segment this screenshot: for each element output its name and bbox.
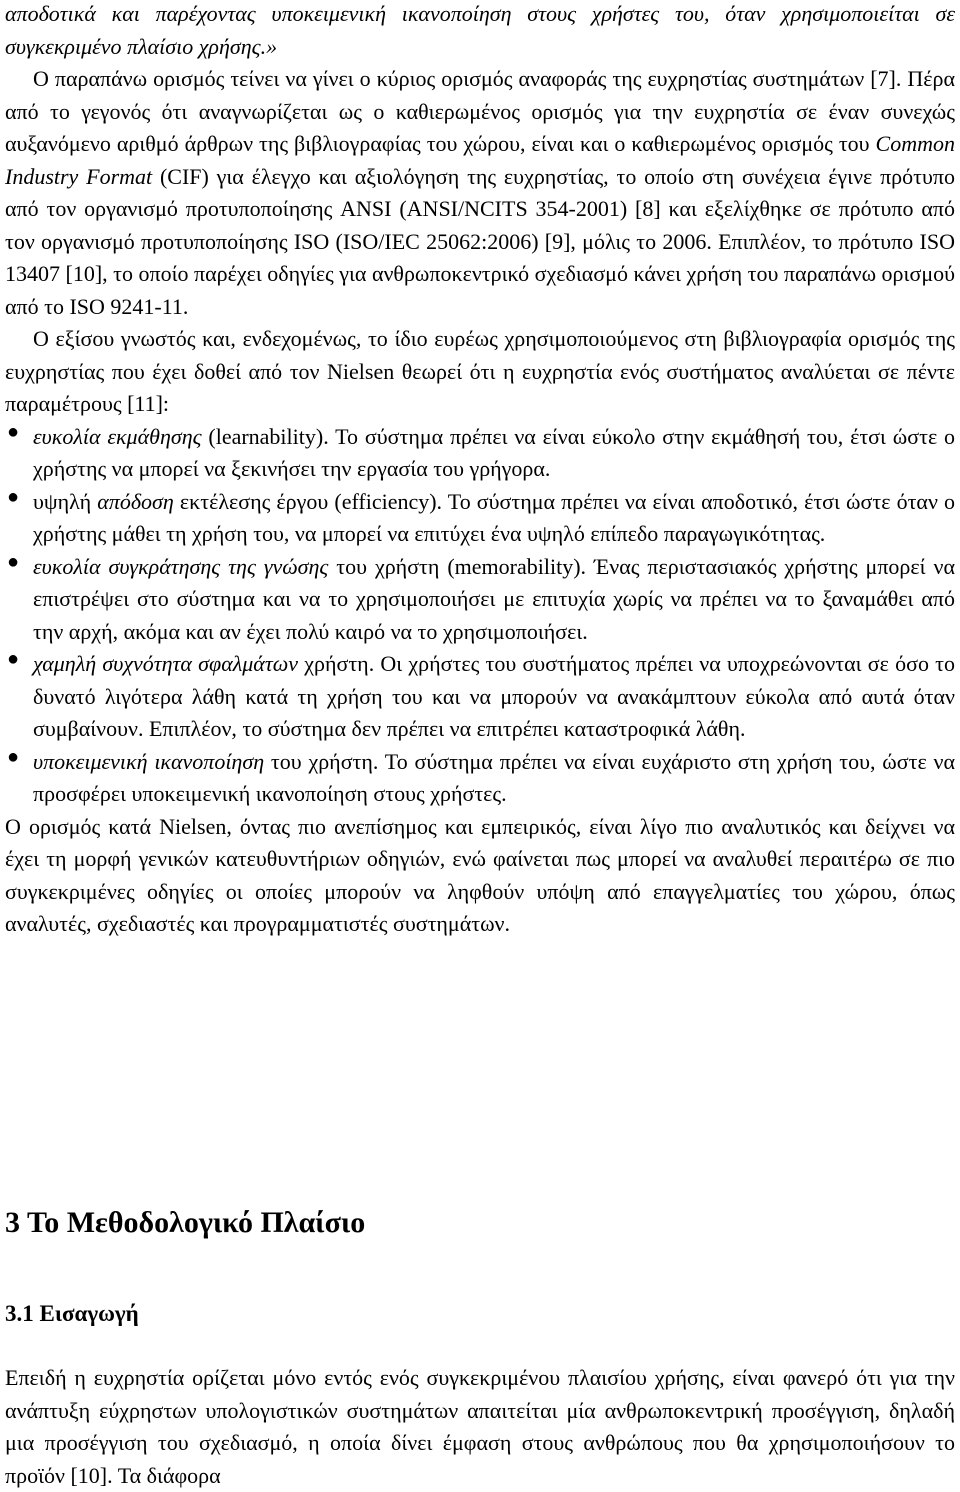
list-item-term: υποκειμενική ικανοποίηση [33,748,265,774]
section-heading: 3 Το Μεθοδολογικό Πλαίσιο [5,1206,366,1239]
bullet-icon: ● [7,745,20,768]
nielsen-parameters-list [5,421,955,811]
list-item [5,648,955,746]
paragraph-introduction: Επειδή η ευχρηστία ορίζεται μόνο εντός ενός συγκεκριμένου πλαισίου χρήσης, είναι φανερό ότι για την ανάπτυξη εύχρηστων υπολογιστικών συστημάτων απαιτείται μία ανθρωποκεντρική προσέγγιση, δηλαδή μια προσέγγιση του σχεδιασμό, η οποία δίνει έμφαση στους ανθρώπους που θα χρησιμοποιήσουν το προϊόν [10]. Τα διάφορα [5,1365,955,1488]
list-item [5,551,955,649]
list-item-pre: υψηλή [33,488,98,514]
para1-text-b: (CIF) για έλεγχο και αξιολόγηση της ευχρηστίας, το οποίο στη συνέχεια έγινε πρότυπο από τον οργανισμό προτυποποίησης ANSI (ANSI/NCITS 354-2001) [8] και εξελίχθηκε σε πρότυπο από τον οργανισμό προτυποποίησης ISO (ISO/IEC 25062:2006) [9], μόλις το 2006. Επιπλέον, το πρότυπο ISO 13407 [10], το οποίο παρέχει οδηγίες για ανθρωποκεντρικό σχεδιασμό κάνει χρήση του παραπάνω ορισμού από το ISO 9241-11. [5,163,955,319]
list-item [5,746,955,811]
list-item-text: (learnability). Το σύστημα πρέπει να είναι εύκολο στην εκμάθησή του, έτσι ώστε ο χρήστης να μπορεί να ξεκινήσει την εργασία του γρήγορα. [33,423,955,481]
list-item [5,486,955,551]
para1-text-a: Ο παραπάνω ορισμός τείνει να γίνει ο κύριος ορισμός αναφοράς της ευχρηστίας συστημάτων [7]. Πέρα από το γεγονός ότι αναγνωρίζεται ως ο καθιερωμένος ορισμός για την ευχρηστία σε έναν συνεχώς αυξανόμενο αριθμό άρθρων της βιβλιογραφίας του χώρου, είναι και ο καθιερωμένος ορισμός του [5,66,955,156]
body-text-intro [5,1362,955,1492]
list-item-text: του χρήστη (memorability). Ένας περιστασιακός χρήστης μπορεί να επιστρέψει στο σύστημα και να το χρησιμοποιήσει με επιτυχία χωρίς να πρέπει να το ξαναμάθει από την αρχή, ακόμα και αν έχει πολύ καιρό να το χρησιμοποιήσει. [33,553,955,644]
paragraph-nielsen-intro: Ο εξίσου γνωστός και, ενδεχομένως, το ίδιο ευρέως χρησιμοποιούμενος στη βιβλιογραφία ορισμός της ευχρηστίας που έχει δοθεί από τον Nielsen θεωρεί ότι η ευχρηστία ενός συστήματος αναλύεται σε πέντε παραμέτρους [11]: [5,326,955,416]
paragraph-nielsen-analysis: Ο ορισμός κατά Nielsen, όντας πιο ανεπίσημος και εμπειρικός, είναι λίγο πιο αναλυτικός και δείχνει να έχει τη μορφή γενικών κατευθυντήριων οδηγιών, ενώ φαίνεται πως μπορεί να αναλυθεί περαιτέρω σε πιο συγκεκριμένες οδηγίες οι οποίες μπορούν να ληφθούν υπόψη από επαγγελματίες του χώρου, όπως αναλυτές, σχεδιαστές και προγραμματιστές συστημάτων. [5,813,955,936]
list-item-term: ευκολία συγκράτησης της γνώσης [33,553,329,579]
list-item-text: του χρήστη. Το σύστημα πρέπει να είναι ευχάριστο στη χρήση του, ώστε να προσφέρει υποκειμενική ικανοποίηση στους χρήστες. [33,748,955,806]
para1-cif-italic: Common Industry Format [5,131,955,189]
list-item-text: εκτέλεσης έργου (efficiency). Το σύστημα πρέπει να είναι αποδοτικό, έτσι ώστε όταν ο χρήστης μάθει τη χρήση του, να μπορεί να επιτύχει ένα υψηλό επίπεδο παραγωγικότητας. [33,488,955,546]
list-item [5,421,955,486]
fragment-line [5,0,955,63]
list-item-text: χρήστη. Οι χρήστες του συστήματος πρέπει να υποχρεώνονται σε όσο το δυνατό λιγότερα λάθη κατά τη χρήση του και να μπορούν να ανακάμπτουν εύκολα από αυτά όταν συμβαίνουν. Επιπλέον, το σύστημα δεν πρέπει να επιτρέπει καταστροφικά λάθη. [33,651,955,741]
bullet-icon: ● [7,420,20,443]
paragraph-iso-definition [5,63,955,323]
list-item-term: απόδοση [97,488,174,514]
subsection-heading: 3.1 Εισαγωγή [5,1301,139,1326]
body-text-top [5,0,955,941]
fragment-italic-text: αποδοτικά και παρέχοντας υποκειμενική ικανοποίηση στους χρήστες του, όταν χρησιμοποιείται σε συγκεκριμένο πλαίσιο χρήσης.» [5,1,955,59]
bullet-icon: ● [7,550,20,573]
list-item-term: ευκολία εκμάθησης [33,423,202,449]
bullet-icon: ● [7,485,20,508]
bullet-icon: ● [7,648,20,670]
list-item-term: χαμηλή συχνότητα σφαλμάτων [33,651,299,676]
